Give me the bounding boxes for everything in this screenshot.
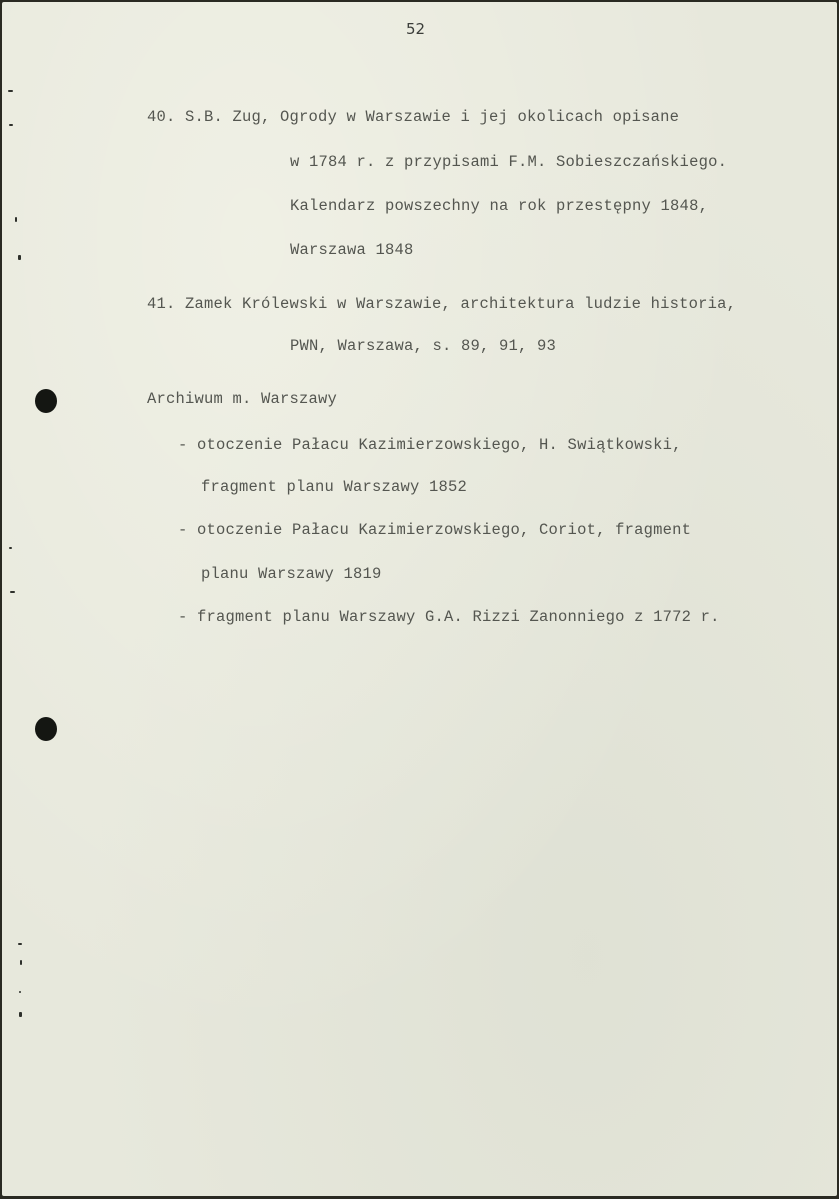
archive-item-3-line-1: - fragment planu Warszawy G.A. Rizzi Zanonniego z 1772 r. xyxy=(178,608,720,626)
entry-40-line-1: 40. S.B. Zug, Ogrody w Warszawie i jej okolicach opisane xyxy=(147,108,680,126)
punch-hole-icon xyxy=(35,389,57,413)
margin-mark-icon xyxy=(20,960,22,965)
entry-40-line-4: Warszawa 1848 xyxy=(290,241,414,259)
archive-item-2-line-1: - otoczenie Pałacu Kazimierzowskiego, Coriot, fragment xyxy=(178,521,692,539)
entry-41-line-1: 41. Zamek Królewski w Warszawie, architektura ludzie historia, xyxy=(147,295,737,313)
entry-41-line-2: PWN, Warszawa, s. 89, 91, 93 xyxy=(290,337,557,355)
margin-mark-icon xyxy=(8,90,13,92)
archive-item-1-line-1: - otoczenie Pałacu Kazimierzowskiego, H. Swiątkowski, xyxy=(178,436,682,454)
margin-mark-icon xyxy=(15,217,17,222)
margin-mark-icon xyxy=(19,991,21,993)
margin-mark-icon xyxy=(18,255,21,260)
archive-item-2-line-2: planu Warszawy 1819 xyxy=(201,565,382,583)
archive-heading: Archiwum m. Warszawy xyxy=(147,390,338,408)
archive-item-1-line-2: fragment planu Warszawy 1852 xyxy=(201,478,468,496)
punch-hole-icon xyxy=(35,717,57,741)
document-page xyxy=(2,2,837,1196)
margin-mark-icon xyxy=(9,124,13,126)
margin-mark-icon xyxy=(19,1012,22,1017)
entry-40-line-3: Kalendarz powszechny na rok przestępny 1848, xyxy=(290,197,709,215)
margin-mark-icon xyxy=(10,591,15,593)
margin-mark-icon xyxy=(9,547,12,549)
entry-40-line-2: w 1784 r. z przypisami F.M. Sobieszczańskiego. xyxy=(290,153,728,171)
page-number: 52 xyxy=(406,20,426,38)
margin-mark-icon xyxy=(18,943,22,945)
